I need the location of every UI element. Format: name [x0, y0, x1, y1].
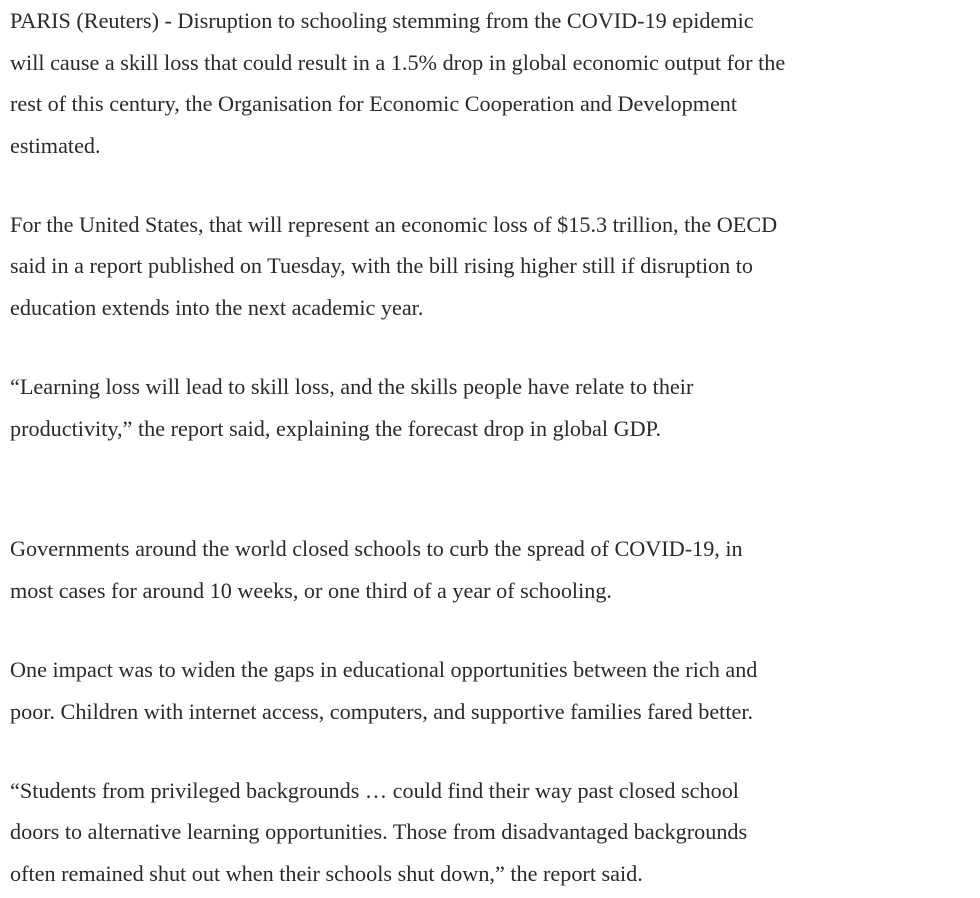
article-body	[10, 0, 960, 895]
article-paragraph: One impact was to widen the gaps in educational opportunities between the rich and poor. Children with internet access, computers, and supportive families fared better.	[10, 657, 758, 724]
article-paragraph: Governments around the world closed schools to curb the spread of COVID-19, in most cases for around 10 weeks, or one third of a year of schooling.	[10, 536, 743, 603]
article-paragraph: For the United States, that will represent an economic loss of $15.3 trillion, the OECD said in a report published on Tuesday, with the bill rising higher still if disruption to education extends into the next academic year.	[10, 211, 778, 321]
article-paragraph: PARIS (Reuters) - Disruption to schooling stemming from the COVID-19 epidemic will cause a skill loss that could result in a 1.5% drop in global economic output for the rest of this century, the Organisation for Economic Cooperation and Development estimated.	[10, 8, 786, 158]
article-paragraph: “Learning loss will lead to skill loss, and the skills people have relate to their productivity,” the report said, explaining the forecast drop in global GDP.	[10, 374, 694, 441]
article-paragraph: “Students from privileged backgrounds … could find their way past closed school doors to alternative learning opportunities. Those from disadvantaged backgrounds often remained shut out when their schools shut down,” the report said.	[10, 777, 748, 886]
